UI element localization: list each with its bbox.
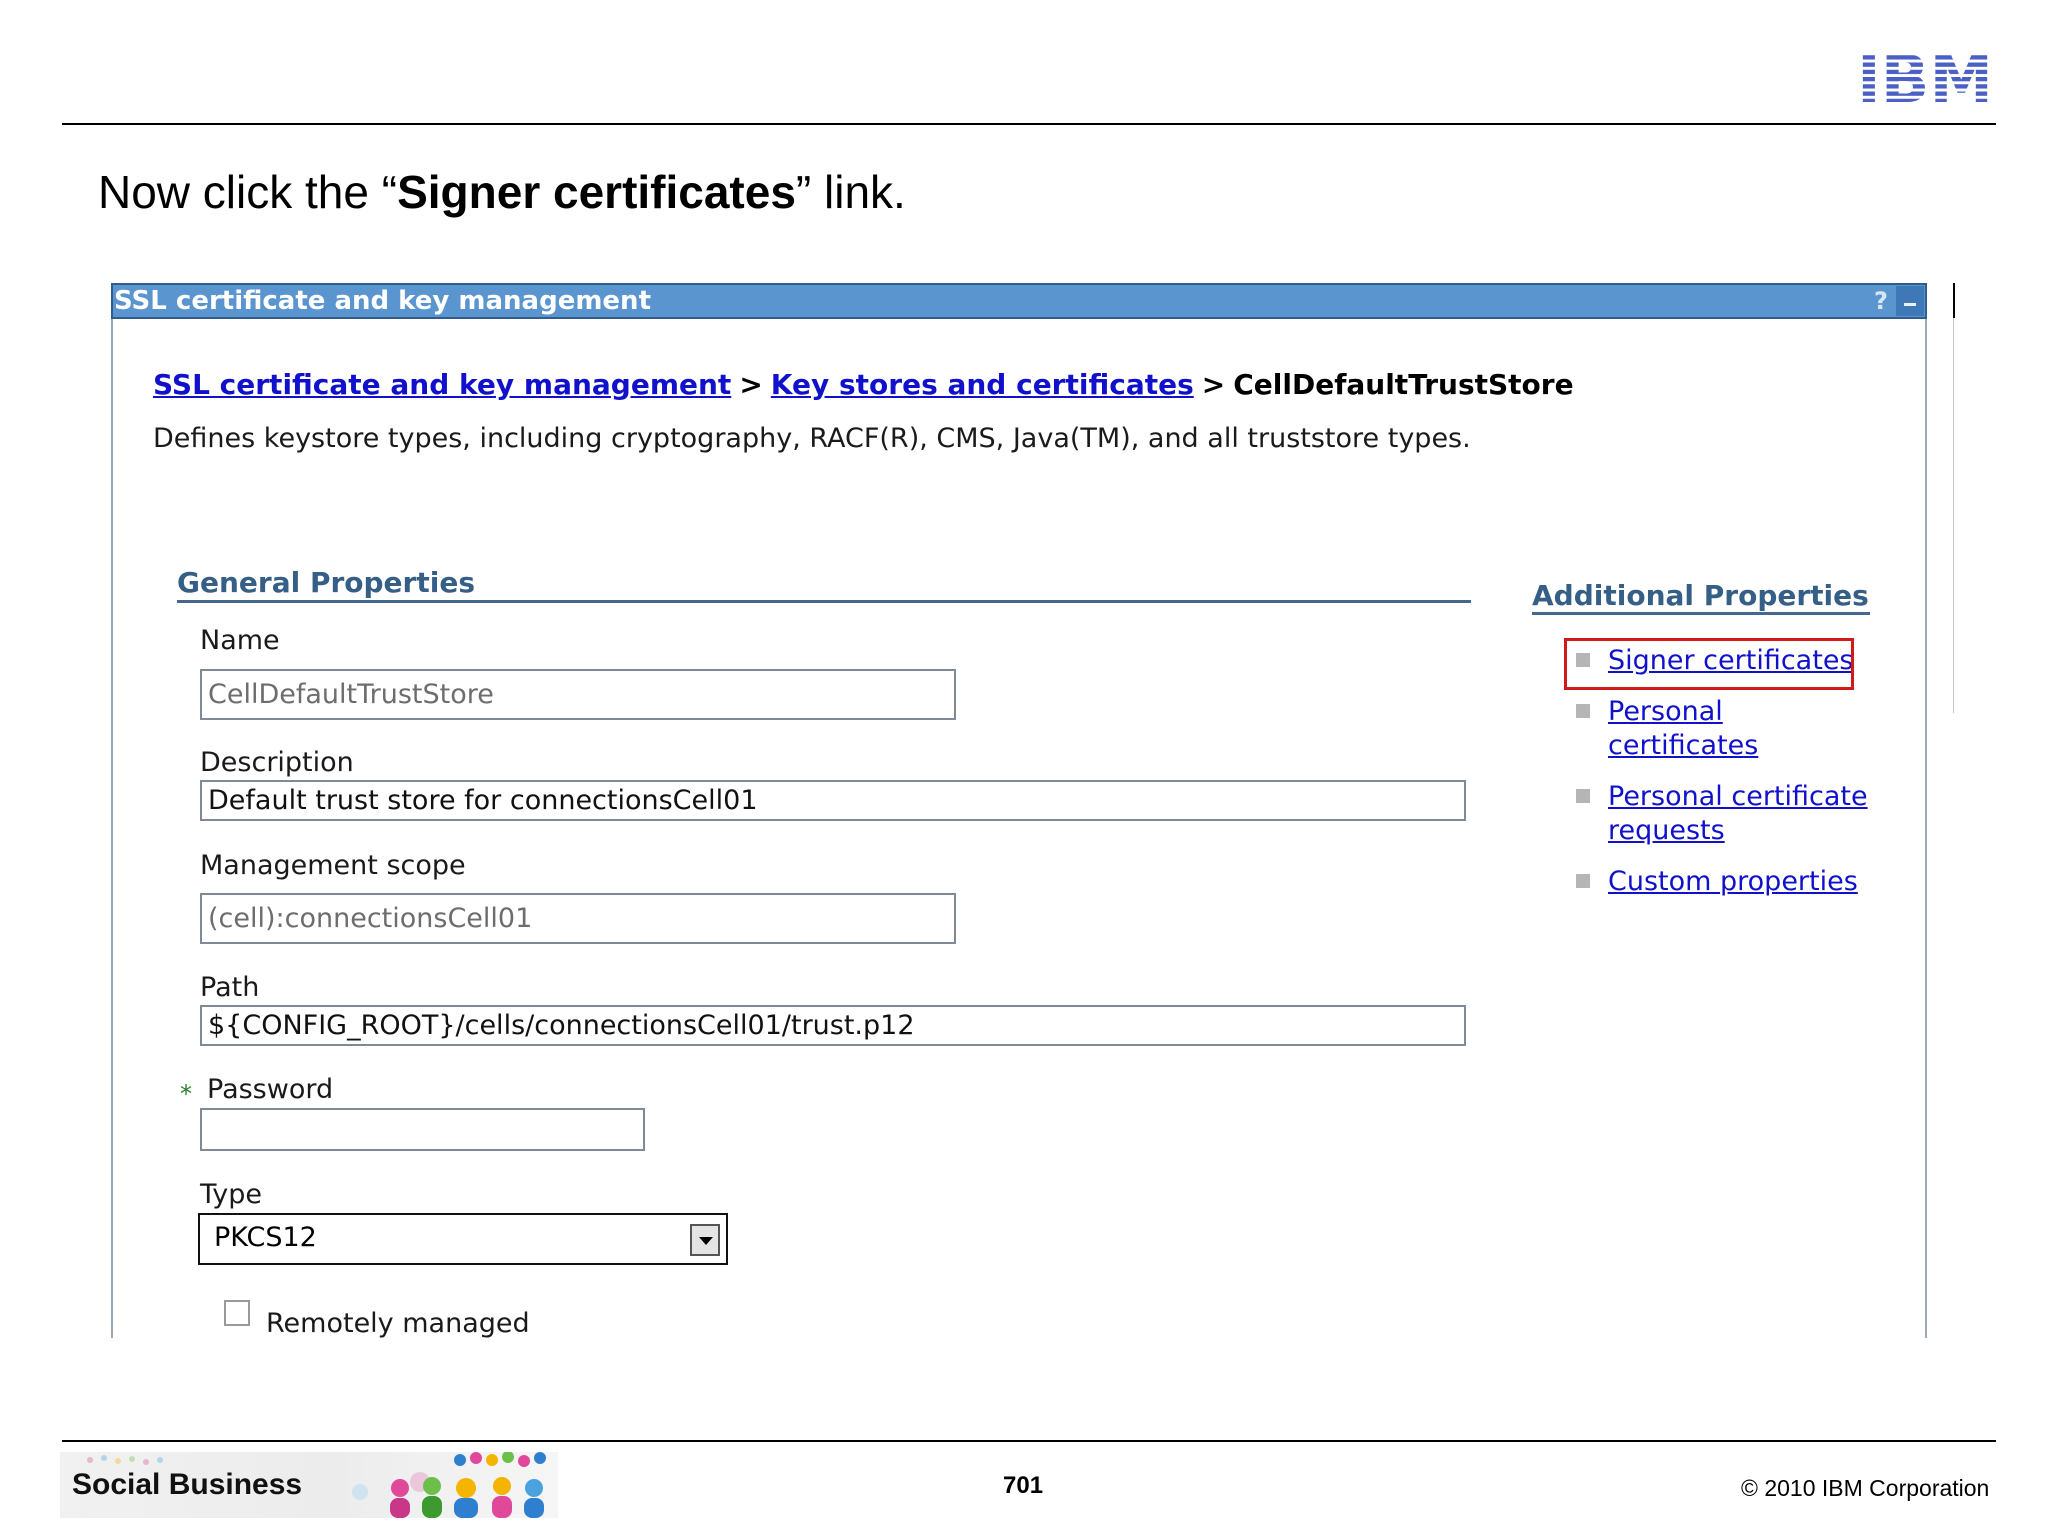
type-selected-value: PKCS12 — [214, 1222, 317, 1253]
svg-text:IBM: IBM — [1857, 48, 1993, 106]
remotely-managed-label: Remotely managed — [266, 1308, 530, 1339]
bullet-icon — [1576, 704, 1590, 718]
name-field[interactable] — [200, 669, 956, 720]
general-properties-rule — [177, 600, 1471, 603]
instruction-prefix: Now click the “ — [98, 166, 398, 218]
breadcrumb — [153, 367, 1574, 403]
breadcrumb-ssl-link[interactable]: SSL certificate and key management — [153, 368, 732, 401]
copyright: © 2010 IBM Corporation — [1741, 1475, 1990, 1501]
remotely-managed-checkbox[interactable] — [224, 1300, 250, 1326]
ibm-logo — [1855, 48, 1995, 106]
help-icon[interactable]: ? — [1874, 287, 1888, 315]
page-number: 701 — [1003, 1472, 1044, 1499]
type-label: Type — [200, 1179, 263, 1210]
scroll-edge-lower — [1953, 318, 1954, 713]
breadcrumb-keystores-link[interactable]: Key stores and certificates — [770, 368, 1194, 401]
personal-certificate-requests-link[interactable]: Personal certificate requests — [1608, 781, 1868, 846]
additional-properties-rule — [1532, 612, 1870, 615]
personal-certificates-link[interactable]: Personal certificates — [1608, 696, 1759, 761]
path-label: Path — [200, 972, 260, 1003]
bullet-icon — [1576, 874, 1590, 888]
general-properties-heading: General Properties — [177, 566, 475, 599]
instruction-suffix: ” link. — [795, 166, 906, 218]
highlight-box — [1564, 638, 1854, 690]
additional-properties-heading: Additional Properties — [1532, 579, 1869, 612]
bullet-icon — [1576, 789, 1590, 803]
footer-brand: Social Business — [72, 1468, 303, 1501]
description-label: Description — [200, 747, 354, 778]
path-field[interactable] — [200, 1005, 1466, 1046]
custom-properties-link[interactable]: Custom properties — [1608, 866, 1858, 897]
chevron-down-icon[interactable] — [690, 1224, 720, 1256]
scroll-edge — [1953, 283, 1955, 318]
top-rule — [62, 123, 1996, 125]
minimize-icon[interactable] — [1896, 286, 1924, 316]
bottom-rule — [62, 1440, 1996, 1442]
signer-certificates-link[interactable]: Signer certificates — [1608, 645, 1854, 676]
breadcrumb-current: CellDefaultTrustStore — [1233, 368, 1574, 401]
name-label: Name — [200, 625, 280, 656]
instruction-bold: Signer certificates — [397, 166, 796, 218]
breadcrumb-separator: > — [739, 368, 763, 401]
required-asterisk-icon: * — [180, 1080, 192, 1108]
management-scope-label: Management scope — [200, 850, 466, 881]
slide-instruction — [98, 162, 906, 222]
breadcrumb-separator: > — [1201, 368, 1226, 401]
page-description: Defines keystore types, including cryptography, RACF(R), CMS, Java(TM), and all truststore types. — [153, 423, 1471, 454]
password-field[interactable] — [200, 1108, 645, 1151]
description-field[interactable] — [200, 780, 1466, 821]
password-label: Password — [207, 1074, 334, 1105]
panel-title: SSL certificate and key management — [114, 286, 651, 316]
management-scope-field[interactable] — [200, 893, 956, 944]
